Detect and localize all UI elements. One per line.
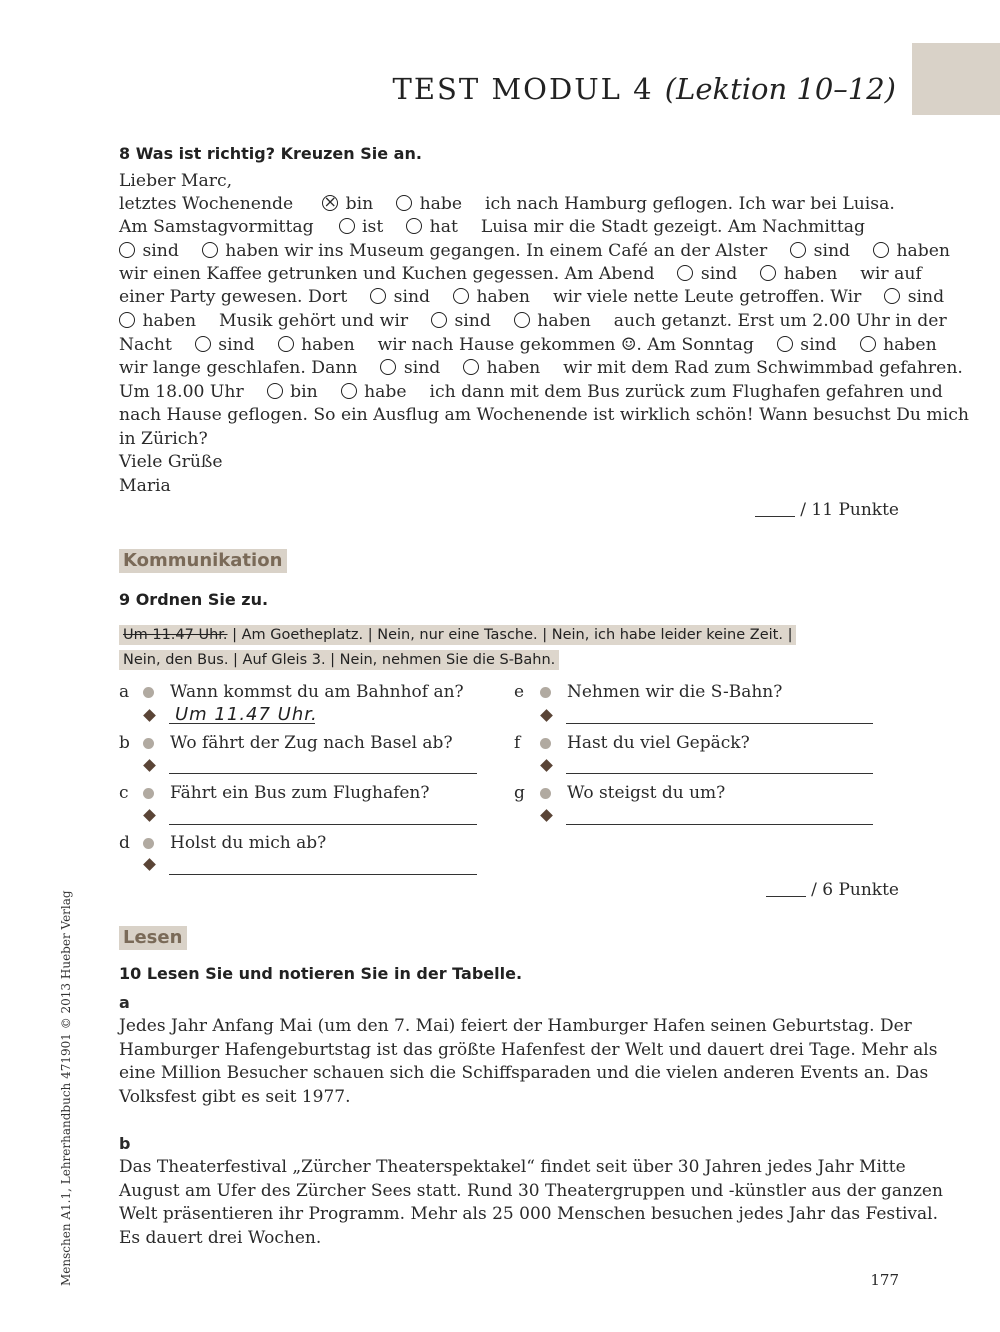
item-letter: b [119,733,130,753]
checkbox-icon[interactable] [380,359,396,375]
option-label: habe [364,382,407,402]
option-label: haben [896,241,950,261]
item-letter: f [514,733,521,753]
speaker-dot-icon [540,687,551,698]
checkbox-icon[interactable] [341,383,357,399]
letter-closing: Viele Grüße [119,452,223,472]
checkbox-icon[interactable] [195,336,211,352]
chapter-tab-marker [912,43,1000,115]
item-letter: c [119,783,129,803]
checkbox-icon[interactable] [267,383,283,399]
text-segment: Um 18.00 Uhr [119,382,244,402]
response-diamond-icon [143,709,156,722]
option-label: sind [393,287,431,307]
text-segment: Luisa mir die Stadt gezeigt. Am Nachmittag [480,217,865,237]
text-segment: ich nach Hamburg geflogen. Ich war bei Luisa. [485,194,895,214]
letter-line-8 [119,358,963,378]
checkbox-icon[interactable] [431,312,447,328]
text-segment: Musik gehört und wir [218,311,409,331]
word-box-line-2: Nein, den Bus. | Auf Gleis 3. | Nein, nehmen Sie die S-Bahn. [119,650,559,670]
letter-line-6 [119,311,947,331]
checkbox-icon[interactable] [119,242,135,258]
checkbox-icon[interactable] [339,218,355,234]
option-label: sind [907,287,945,307]
option-label: bin [290,382,318,402]
option-label: haben [486,358,541,378]
question-text: Holst du mich ab? [170,833,327,853]
text-segment: wir auf [860,264,922,284]
question-text: Hast du viel Gepäck? [567,733,750,753]
text-b-line: Das Theaterfestival „Zürcher Theaterspektakel“ findet seit über 30 Jahren jedes Jahr Mitte [119,1157,906,1177]
text-segment: wir lange geschlafen. Dann [119,358,358,378]
checkbox-icon[interactable] [777,336,793,352]
text-b-line: August am Ufer des Zürcher Sees statt. Rund 30 Theatergruppen und -künstler aus der ganzen [119,1180,943,1201]
option-label: haben [476,287,530,307]
option-label: ist [362,217,384,237]
option-label: habe [419,194,463,214]
answer-line[interactable] [169,773,477,774]
text-segment: wir einen Kaffee getrunken und Kuchen gegessen. Am Abend [119,264,655,284]
checkbox-icon[interactable] [396,195,412,211]
option-label: haben [142,311,197,331]
checkbox-icon[interactable] [202,242,218,258]
word-box-line-1 [119,625,796,645]
checkbox-icon[interactable] [406,218,422,234]
text-a-line: Hamburger Hafengeburtstag ist das größte Hafenfest der Welt und dauert drei Tage. Mehr als [119,1039,938,1060]
handwritten-answer: Um 11.47 Uhr. [175,704,318,725]
letter-line-9 [119,382,943,402]
page-title-main: TEST MODUL 4 [392,72,654,106]
text-segment: wir viele nette Leute getroffen. Wir [552,287,862,307]
text-segment: letztes Wochenende [119,194,294,214]
task-9-title: 9 Ordnen Sie zu. [119,590,269,609]
checkbox-icon[interactable] [790,242,806,258]
word-options: | Am Goetheplatz. | Nein, nur eine Tasche. | Nein, ich habe leider keine Zeit. | [227,627,793,643]
item-letter: a [119,682,130,702]
task-8-points [755,500,899,520]
checkbox-checked-icon[interactable] [322,195,338,211]
checkbox-icon[interactable] [884,288,900,304]
task-10-title: 10 Lesen Sie und notieren Sie in der Tabelle. [119,964,523,983]
checkbox-icon[interactable] [278,336,294,352]
option-label: sind [403,358,441,378]
text-a-line: Jedes Jahr Anfang Mai (um den 7. Mai) feiert der Hamburger Hafen seinen Geburtstag. Der [119,1016,912,1036]
option-label: haben [783,264,838,284]
points-label: / 11 Punkte [800,500,899,520]
speaker-dot-icon [540,738,551,749]
response-diamond-icon [540,759,553,772]
text-segment: auch getanzt. Erst um 2.00 Uhr in der [613,311,947,331]
page-title-sub: (Lektion 10–12) [664,72,896,106]
side-credit: Menschen A1.1, Lehrerhandbuch 471901 © 2013 Hueber Verlag [59,890,73,1286]
letter-signature: Maria [119,476,171,496]
question-text: Nehmen wir die S-Bahn? [567,682,783,702]
points-label: / 6 Punkte [811,880,899,900]
text-segment: Nacht [119,335,172,355]
option-label: hat [429,217,458,237]
checkbox-icon[interactable] [873,242,889,258]
section-heading-kommunikation: Kommunikation [119,549,287,573]
answer-line[interactable] [169,723,315,724]
text-segment: haben wir ins Museum gegangen. In einem Café an der Alster [225,241,768,261]
checkbox-icon[interactable] [370,288,386,304]
score-blank[interactable] [766,896,806,897]
text-segment: ich dann mit dem Bus zurück zum Flughafen gefahren und [429,382,943,402]
answer-line[interactable] [566,773,873,774]
text-segment: wir mit dem Rad zum Schwimmbad gefahren. [563,358,963,378]
text-b-line: Welt präsentieren ihr Programm. Mehr als 25 000 Menschen besuchen jedes Jahr das Festival. [119,1204,939,1225]
response-diamond-icon [540,709,553,722]
text-a-line: eine Million Besucher schauen sich die Schiffsparaden und die vielen anderen Events an. Das [119,1063,929,1084]
response-diamond-icon [143,858,156,871]
letter-greeting: Lieber Marc, [119,171,233,191]
text-b-paragraph [119,1156,943,1250]
letter-line-7 [119,335,937,355]
option-label: sind [218,335,255,355]
option-label: sind [700,264,738,284]
letter-line-4 [119,264,922,284]
text-b-line: Es dauert drei Wochen. [119,1227,322,1248]
text-segment: wir nach Hause gekommen ☺. Am Sonntag [377,335,754,355]
page-number: 177 [870,1271,899,1289]
page-title [393,72,896,106]
option-label: sind [142,241,179,261]
letter-line-11: in Zürich? [119,429,208,449]
answer-line[interactable] [566,723,873,724]
option-label: sind [813,241,851,261]
speaker-dot-icon [143,838,154,849]
response-diamond-icon [540,809,553,822]
option-label: haben [301,335,355,355]
question-text: Wo fährt der Zug nach Basel ab? [170,733,453,753]
struck-word: Um 11.47 Uhr. [123,627,228,643]
letter-line-10: nach Hause geflogen. So ein Ausflug am Wochenende ist wirklich schön! Wann besuchst Du mich [119,405,969,425]
question-text: Fährt ein Bus zum Flughafen? [170,783,430,803]
answer-line[interactable] [169,824,477,825]
score-blank[interactable] [755,516,795,517]
speaker-dot-icon [540,788,551,799]
response-diamond-icon [143,809,156,822]
text-segment: einer Party gewesen. Dort [119,287,348,307]
speaker-dot-icon [143,687,154,698]
checkbox-icon[interactable] [760,265,776,281]
text-b-label: b [119,1134,131,1153]
item-letter: g [514,783,525,803]
letter-line-2 [119,217,865,237]
checkbox-icon[interactable] [463,359,479,375]
question-text: Wo steigst du um? [567,783,726,803]
letter-line-3 [119,241,950,261]
option-label: sind [800,335,837,355]
checkbox-icon[interactable] [453,288,469,304]
task-8-title: 8 Was ist richtig? Kreuzen Sie an. [119,144,422,163]
letter-line-1 [119,194,895,214]
checkbox-icon[interactable] [119,312,135,328]
answer-line[interactable] [169,874,477,875]
answer-line[interactable] [566,824,873,825]
letter-line-5 [119,287,944,307]
text-a-paragraph [119,1015,937,1109]
item-letter: d [119,833,130,853]
question-text: Wann kommst du am Bahnhof an? [170,682,464,702]
text-segment: Am Samstagvormittag [119,217,314,237]
text-a-label: a [119,993,130,1012]
checkbox-icon[interactable] [514,312,530,328]
speaker-dot-icon [143,738,154,749]
item-letter: e [514,682,525,702]
checkbox-icon[interactable] [860,336,876,352]
option-label: haben [537,311,591,331]
option-label: sind [454,311,491,331]
response-diamond-icon [143,759,156,772]
task-9-points [766,880,899,900]
speaker-dot-icon [143,788,154,799]
option-label: bin [345,194,374,214]
checkbox-icon[interactable] [677,265,693,281]
text-a-line: Volksfest gibt es seit 1977. [119,1086,351,1107]
option-label: haben [883,335,937,355]
section-heading-lesen: Lesen [119,926,187,950]
